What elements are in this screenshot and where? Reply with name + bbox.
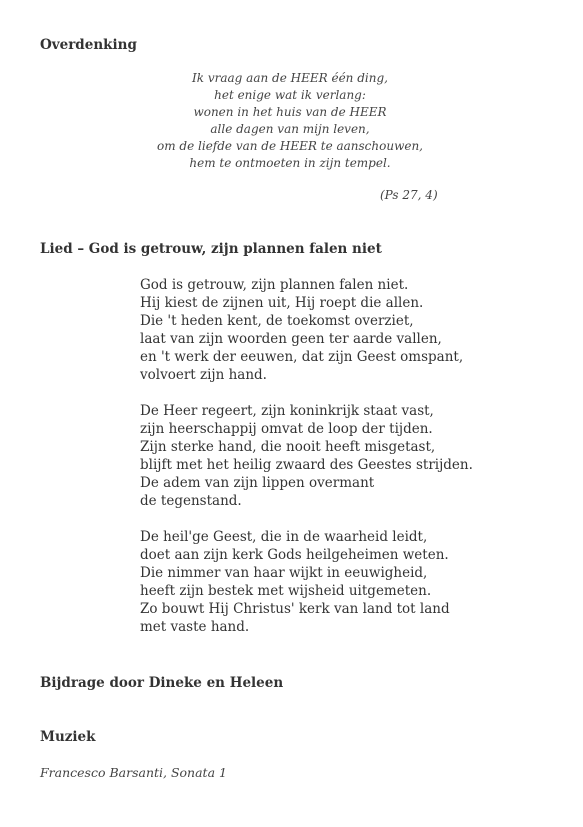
lied-heading: Lied – God is getrouw, zijn plannen falen niet — [40, 241, 382, 257]
lyric-line: De adem van zijn lippen overmant — [140, 475, 375, 491]
lyric-line: De heil'ge Geest, die in de waarheid leidt, — [140, 529, 428, 545]
lyric-line: met vaste hand. — [140, 619, 250, 635]
quote-line: het enige wat ik verlang: — [214, 88, 366, 102]
lyric-line: blijft met het heilig zwaard des Geestes strijden. — [140, 457, 473, 473]
lyric-line: God is getrouw, zijn plannen falen niet. — [140, 277, 409, 293]
quote-line: wonen in het huis van de HEER — [193, 105, 387, 119]
lyric-line: de tegenstand. — [140, 493, 242, 509]
bijdrage-heading: Bijdrage door Dineke en Heleen — [40, 675, 284, 691]
lyric-line: heeft zijn bestek met wijsheid uitgemeten. — [140, 583, 432, 599]
overdenking-quote — [140, 70, 440, 172]
lyric-line: laat van zijn woorden geen ter aarde vallen, — [140, 331, 442, 347]
quote-line: Ik vraag aan de HEER één ding, — [192, 71, 388, 85]
quote-line: om de liefde van de HEER te aanschouwen, — [157, 139, 423, 153]
lyric-line: volvoert zijn hand. — [140, 367, 267, 383]
lyric-line: doet aan zijn kerk Gods heilgeheimen weten. — [140, 547, 449, 563]
lyric-line: Die nimmer van haar wijkt in eeuwigheid, — [140, 565, 428, 581]
overdenking-heading: Overdenking — [40, 37, 137, 53]
muziek-piece: Francesco Barsanti, Sonata 1 — [40, 765, 227, 780]
quote-reference: (Ps 27, 4) — [380, 188, 438, 202]
song-stanza-2 — [140, 402, 473, 510]
quote-line: hem te ontmoeten in zijn tempel. — [189, 156, 391, 170]
lyric-line: Zijn sterke hand, die nooit heeft misgetast, — [140, 439, 436, 455]
lyric-line: zijn heerschappij omvat de loop der tijden. — [140, 421, 433, 437]
muziek-heading: Muziek — [40, 729, 96, 745]
quote-line: alle dagen van mijn leven, — [210, 122, 370, 136]
song-stanza-3 — [140, 528, 473, 636]
lyric-line: Zo bouwt Hij Christus' kerk van land tot land — [140, 601, 450, 617]
lyric-line: en 't werk der eeuwen, dat zijn Geest omspant, — [140, 349, 464, 365]
lyric-line: De Heer regeert, zijn koninkrijk staat vast, — [140, 403, 434, 419]
lyric-line: Hij kiest de zijnen uit, Hij roept die allen. — [140, 295, 424, 311]
lyric-line: Die 't heden kent, de toekomst overziet, — [140, 313, 414, 329]
song-stanza-1 — [140, 276, 473, 384]
song-lyrics — [140, 276, 473, 654]
